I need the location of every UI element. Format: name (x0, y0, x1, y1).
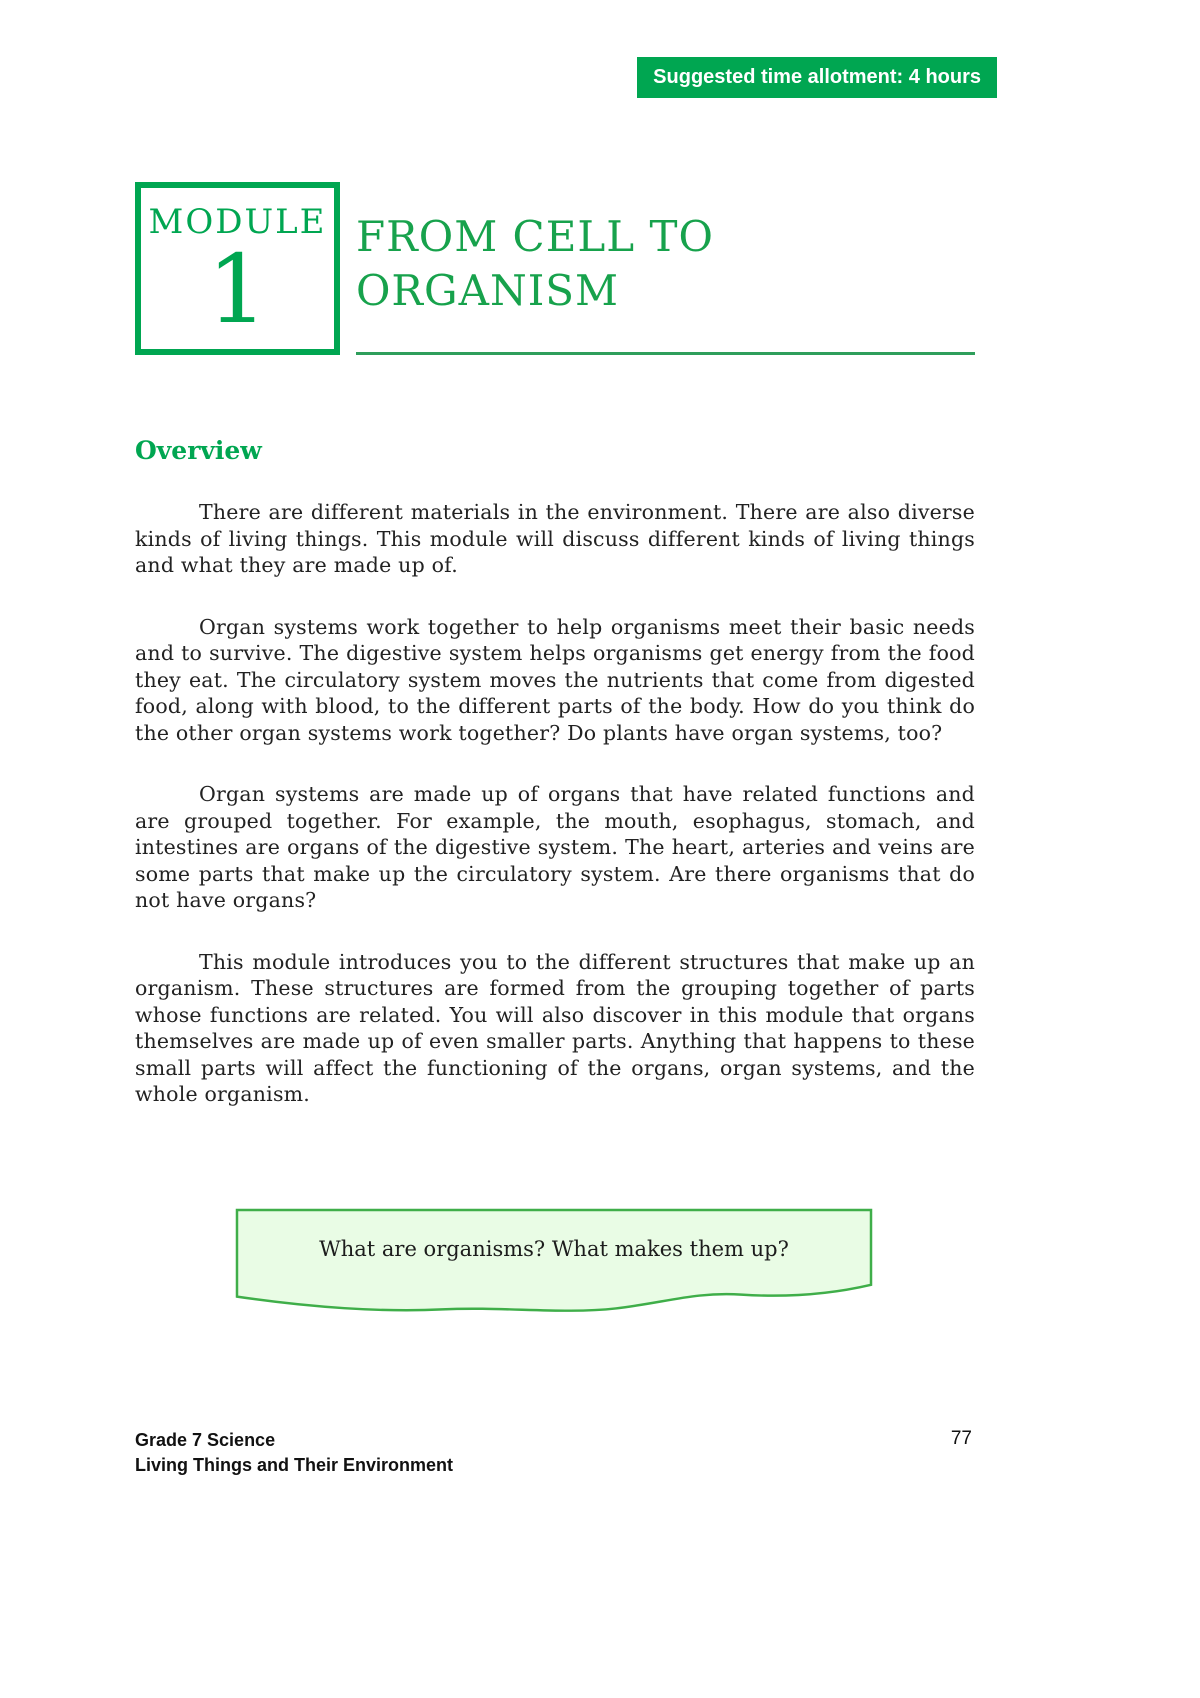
footer-course-info (135, 1428, 453, 1478)
overview-paragraph-1: There are different materials in the environment. There are also diverse kinds of living things. This module will discuss different kinds of living things and what they are made up of. (135, 500, 975, 577)
module-title (356, 210, 975, 318)
overview-heading: Overview (135, 436, 262, 465)
module-word: MODULE (148, 202, 327, 243)
module-header (135, 182, 975, 355)
footer-course-line2: Living Things and Their Environment (135, 1455, 454, 1475)
module-title-line1: FROM CELL TO (356, 212, 714, 261)
overview-paragraph-2: Organ systems work together to help organisms meet their basic needs and to survive. The digestive system helps organisms get energy from the food they eat. The circulatory system moves the nutrients that come from digested food, along with blood, to the different parts of the body. How do you think do the other organ systems work together? Do plants have organ systems, too? (135, 614, 975, 745)
callout-question-text: What are organisms? What makes them up? (319, 1237, 789, 1261)
page-number: 77 (950, 1428, 972, 1449)
module-number: 1 (207, 235, 268, 346)
module-title-block (356, 182, 975, 355)
module-number-box (135, 182, 340, 355)
overview-paragraph-3: Organ systems are made up of organs that have related functions and are grouped together. For example, the mouth, esophagus, stomach, and intestines are organs of the digestive system. The heart, arteries and veins are some parts that make up the circulatory system. Are there organisms that do not have organs? (135, 782, 975, 912)
overview-paragraph-4: This module introduces you to the different structures that make up an organism. These structures are formed from the grouping together of parts whose functions are related. You will also discover in this module that organs themselves are made up of even smaller parts. Anything that happens to these small parts will affect the functioning of the organs, organ systems, and the whole organism. (135, 949, 975, 1106)
module-title-line2: ORGANISM (356, 265, 620, 315)
footer-course-line1: Grade 7 Science (135, 1430, 276, 1450)
overview-section (135, 436, 975, 1143)
time-allotment-badge: Suggested time allotment: 4 hours (637, 57, 997, 98)
question-callout-box (235, 1208, 873, 1336)
title-underline-rule (356, 352, 975, 355)
